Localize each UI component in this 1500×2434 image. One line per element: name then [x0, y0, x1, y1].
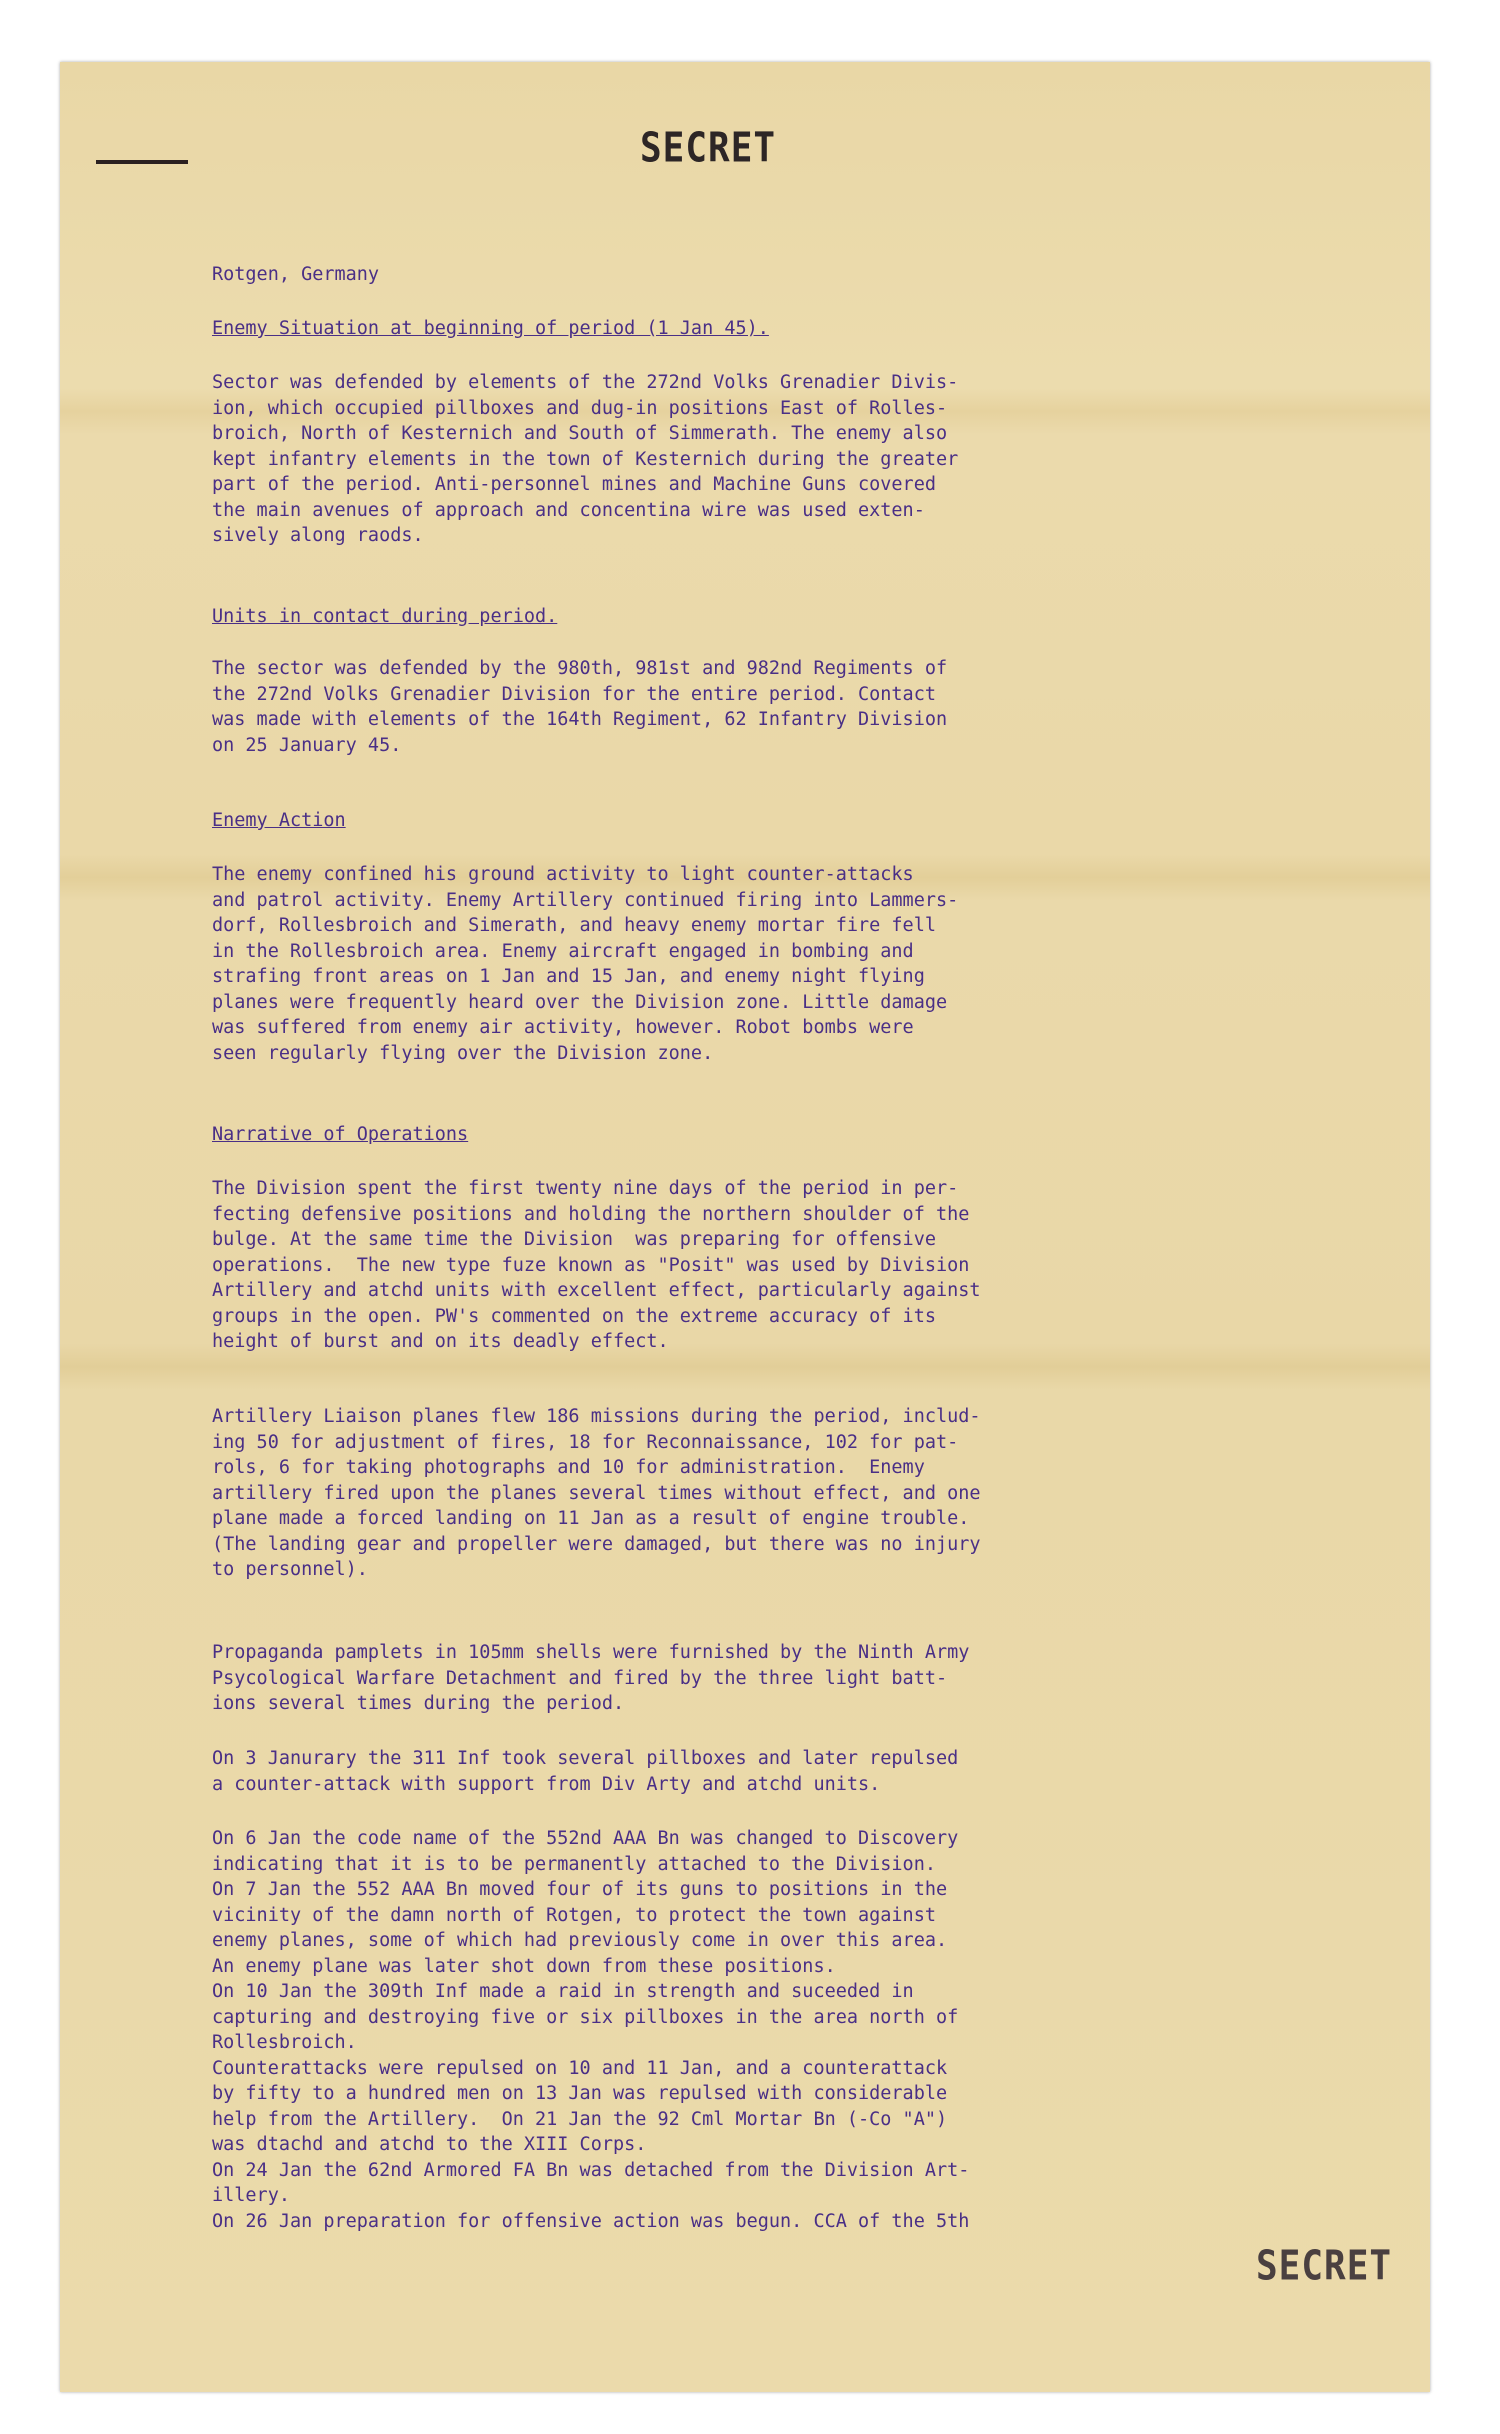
paragraph-enemy-situation: Sector was defended by elements of the 272nd Volks Grenadier Divis- ion, which occupied pillboxes and dug-in positions East of Rolles- broich, North of Kesternich and South of Simmerath. The enemy also kept infantry elements in the town of Kesternich during the greater part of the period. Anti-personnel mines and Machine Guns covered the main avenues of approach and concentina wire was used exten- sively along raods.: [212, 372, 959, 546]
heading-enemy-situation: Enemy Situation at beginning of period (1 Jan 45).: [212, 318, 769, 339]
paragraph-units-in-contact: The sector was defended by the 980th, 981st and 982nd Regiments of the 272nd Volks Grenadier Division for the entire period. Contact was made with elements of the 164th Regiment, 62 Infantry Division on 25 January 45.: [212, 658, 948, 756]
paragraph-narrative-4: On 3 Janurary the 311 Inf took several pillboxes and later repulsed a counter-attack with support from Div Arty and atchd units.: [212, 1748, 959, 1795]
secret-stamp-top: SECRET: [640, 124, 777, 173]
heading-narrative: Narrative of Operations: [212, 1124, 469, 1145]
paragraph-narrative-1: The Division spent the first twenty nine days of the period in per- fecting defensive positions and holding the northern shoulder of the bulge. At the same time the Division was preparing for offensive operations. The new type fuze known as "Posit" was used by Division Artillery and atchd units with excellent effect, particularly against groups in the open. PW's commented on the extreme accuracy of its height of burst and on its deadly effect.: [212, 1178, 981, 1352]
location-line: Rotgen, Germany: [212, 264, 380, 285]
paragraph-enemy-action: The enemy confined his ground activity to light counter-attacks and patrol activity. Enemy Artillery continued firing into Lammers- dorf, Rollesbroich and Simerath, and heavy enemy mortar fire fell in the Rollesbroich area. Enemy aircraft engaged in bombing and strafing front areas on 1 Jan and 15 Jan, and enemy night flying planes were frequently heard over the Division zone. Little damage was suffered from enemy air activity, however. Robot bombs were seen regularly flying over the Division zone.: [212, 864, 959, 1064]
paragraph-narrative-5: On 6 Jan the code name of the 552nd AAA Bn was changed to Discovery indicating that it is to be permanently attached to the Division. On 7 Jan the 552 AAA Bn moved four of its guns to positions in the vicinity of the damn north of Rotgen, to protect the town against enemy planes, some of which had previously come in over this area. An enemy plane was later shot down from these positions. On 10 Jan the 309th Inf made a raid in strength and suceeded in capturing and destroying five or six pillboxes in the area north of Rollesbroich. Counterattacks were repulsed on 10 and 11 Jan, and a counterattack by fifty to a hundred men on 13 Jan was repulsed with considerable help from the Artillery. On 21 Jan the 92 Cml Mortar Bn (-Co "A") was dtachd and atchd to the XIII Corps. On 24 Jan the 62nd Armored FA Bn was detached from the Division Art- illery. On 26 Jan preparation for offensive action was begun. CCA of the 5th: [212, 1828, 970, 2232]
paragraph-narrative-3: Propaganda pamplets in 105mm shells were furnished by the Ninth Army Psycological Warfare Detachment and fired by the three light batt- ions several times during the period.: [212, 1642, 970, 1714]
heading-enemy-action: Enemy Action: [212, 810, 346, 831]
paragraph-narrative-2: Artillery Liaison planes flew 186 missions during the period, includ- ing 50 for adjustment of fires, 18 for Reconnaissance, 102 for pat- rols, 6 for taking photographs and 10 for administration. Enemy artillery fired upon the planes several times without effect, and one plane made a forced landing on 11 Jan as a result of engine trouble. (The landing gear and propeller were damaged, but there was no injury to personnel).: [212, 1406, 981, 1580]
margin-dash-mark: [96, 160, 188, 164]
heading-units-in-contact: Units in contact during period.: [212, 606, 558, 627]
secret-stamp-bottom: SECRET: [1256, 2242, 1393, 2291]
